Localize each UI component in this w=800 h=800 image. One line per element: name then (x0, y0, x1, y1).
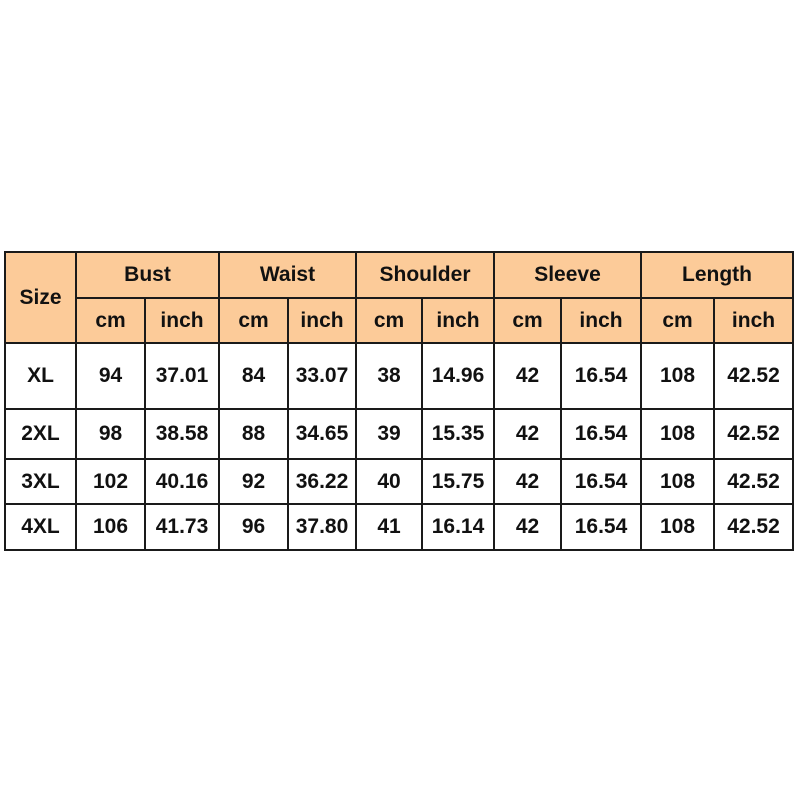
table-row (5, 504, 793, 550)
waist-inch-cell: 34.65 (288, 409, 356, 459)
waist-header: Waist (219, 252, 356, 298)
sleeve-cm-cell: 42 (494, 459, 561, 504)
size-header: Size (5, 252, 76, 343)
length-header: Length (641, 252, 793, 298)
shoulder-cm-cell: 40 (356, 459, 422, 504)
size-chart-table (4, 251, 794, 551)
sleeve-inch-cell: 16.54 (561, 409, 641, 459)
length-cm-cell: 108 (641, 459, 714, 504)
length-inch-cell: 42.52 (714, 409, 793, 459)
sleeve-inch-cell: 16.54 (561, 504, 641, 550)
table-row (5, 409, 793, 459)
size-chart (4, 251, 794, 551)
waist-cm-cell: 92 (219, 459, 288, 504)
bust-inch-cell: 40.16 (145, 459, 219, 504)
waist-cm-cell: 88 (219, 409, 288, 459)
unit-header-cm: cm (76, 298, 145, 343)
bust-inch-cell: 41.73 (145, 504, 219, 550)
sleeve-inch-cell: 16.54 (561, 459, 641, 504)
unit-header-inch: inch (288, 298, 356, 343)
shoulder-inch-cell: 15.35 (422, 409, 494, 459)
bust-cm-cell: 106 (76, 504, 145, 550)
length-cm-cell: 108 (641, 504, 714, 550)
shoulder-inch-cell: 15.75 (422, 459, 494, 504)
bust-cm-cell: 102 (76, 459, 145, 504)
sleeve-inch-cell: 16.54 (561, 343, 641, 409)
length-inch-cell: 42.52 (714, 343, 793, 409)
header-row-units (5, 298, 793, 343)
unit-header-cm: cm (356, 298, 422, 343)
table-row (5, 459, 793, 504)
unit-header-inch: inch (561, 298, 641, 343)
bust-inch-cell: 38.58 (145, 409, 219, 459)
size-cell: XL (5, 343, 76, 409)
waist-inch-cell: 36.22 (288, 459, 356, 504)
size-cell: 3XL (5, 459, 76, 504)
unit-header-inch: inch (422, 298, 494, 343)
header-row-groups (5, 252, 793, 298)
unit-header-cm: cm (641, 298, 714, 343)
size-cell: 2XL (5, 409, 76, 459)
bust-cm-cell: 98 (76, 409, 145, 459)
length-inch-cell: 42.52 (714, 459, 793, 504)
bust-cm-cell: 94 (76, 343, 145, 409)
waist-inch-cell: 33.07 (288, 343, 356, 409)
sleeve-cm-cell: 42 (494, 343, 561, 409)
waist-cm-cell: 84 (219, 343, 288, 409)
shoulder-header: Shoulder (356, 252, 494, 298)
unit-header-cm: cm (219, 298, 288, 343)
sleeve-cm-cell: 42 (494, 504, 561, 550)
shoulder-cm-cell: 41 (356, 504, 422, 550)
shoulder-cm-cell: 38 (356, 343, 422, 409)
sleeve-cm-cell: 42 (494, 409, 561, 459)
bust-inch-cell: 37.01 (145, 343, 219, 409)
length-inch-cell: 42.52 (714, 504, 793, 550)
unit-header-cm: cm (494, 298, 561, 343)
shoulder-inch-cell: 14.96 (422, 343, 494, 409)
waist-cm-cell: 96 (219, 504, 288, 550)
length-cm-cell: 108 (641, 409, 714, 459)
table-row (5, 343, 793, 409)
shoulder-inch-cell: 16.14 (422, 504, 494, 550)
waist-inch-cell: 37.80 (288, 504, 356, 550)
unit-header-inch: inch (145, 298, 219, 343)
sleeve-header: Sleeve (494, 252, 641, 298)
shoulder-cm-cell: 39 (356, 409, 422, 459)
unit-header-inch: inch (714, 298, 793, 343)
size-cell: 4XL (5, 504, 76, 550)
bust-header: Bust (76, 252, 219, 298)
length-cm-cell: 108 (641, 343, 714, 409)
